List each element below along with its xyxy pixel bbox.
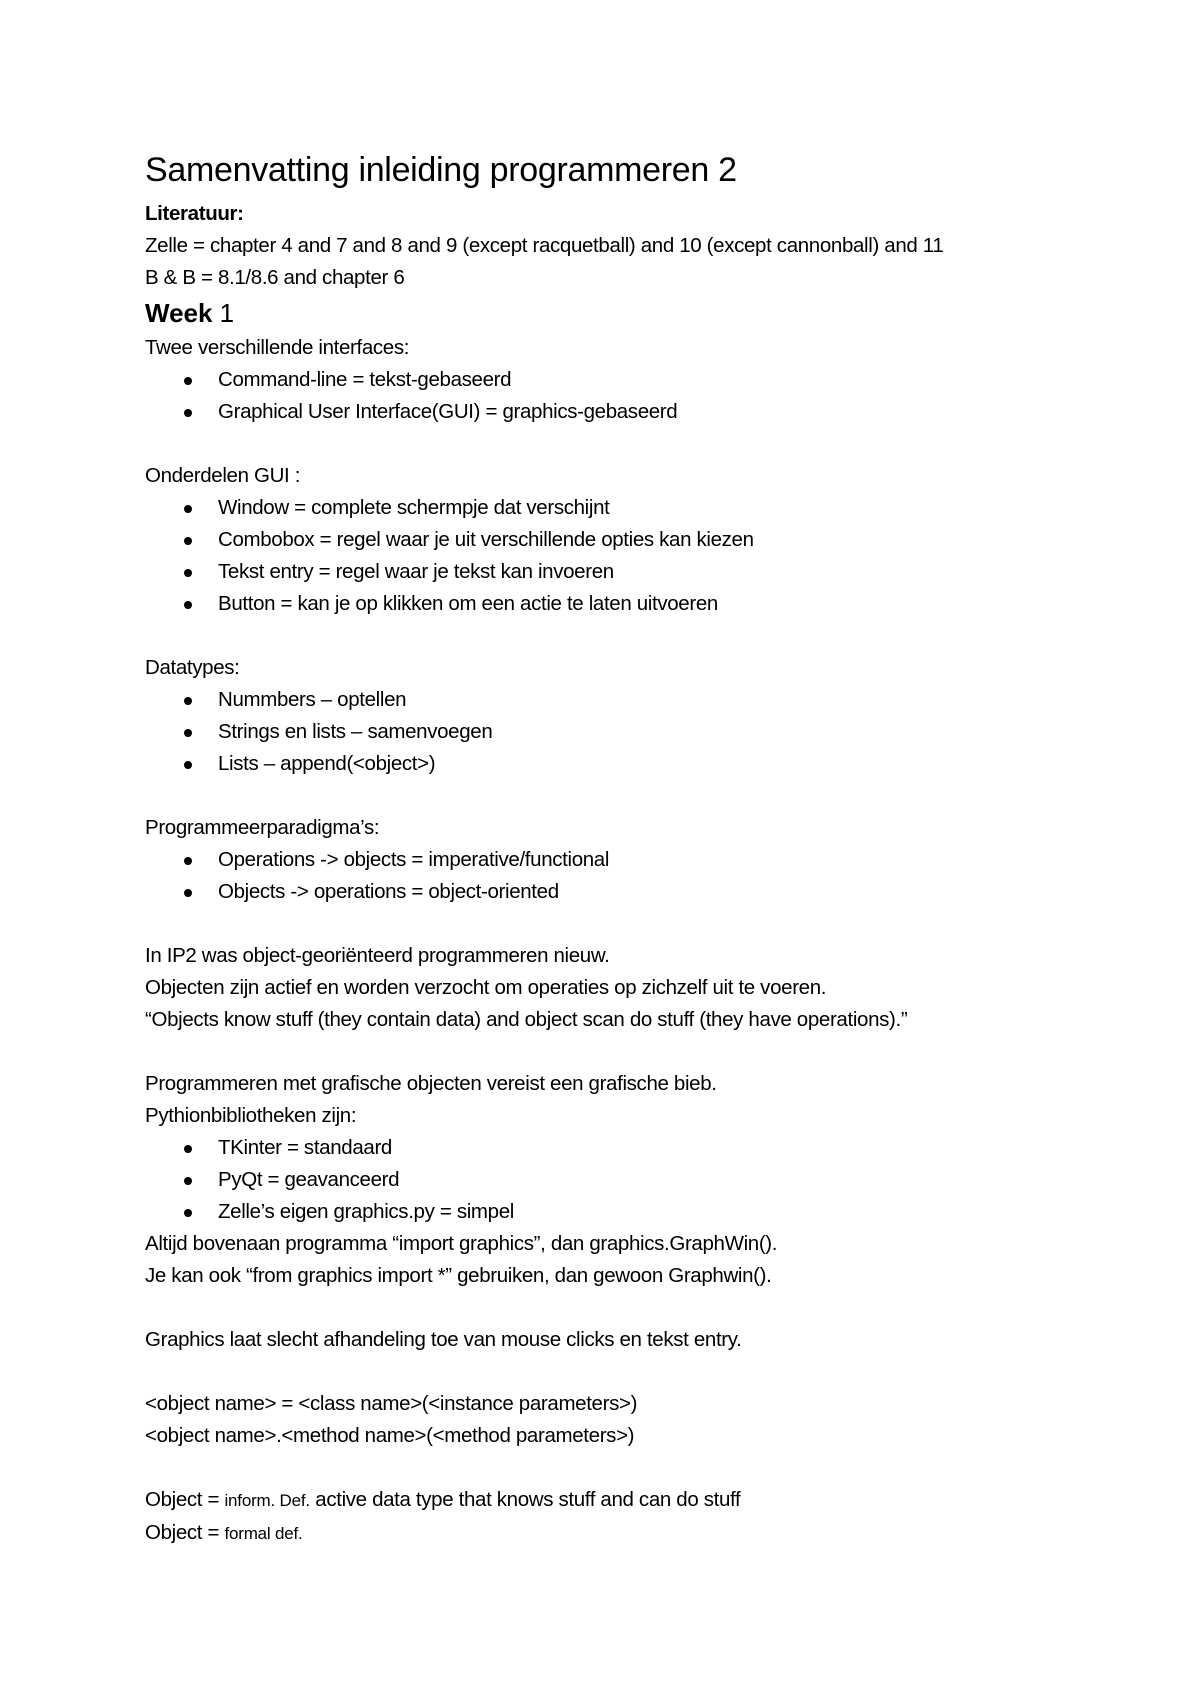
bullet-icon: [184, 889, 192, 897]
paradigms-list: [145, 844, 1155, 908]
list-item: PyQt = geavanceerd: [145, 1164, 1155, 1196]
bullet-icon: [184, 601, 192, 609]
object-definition-formal: Object = formal def.: [145, 1521, 303, 1544]
paragraph-line: Altijd bovenaan programma “import graphics”, dan graphics.GraphWin().: [145, 1232, 778, 1255]
list-item: Nummbers – optellen: [145, 684, 1155, 716]
list-item: Objects -> operations = object-oriented: [145, 876, 1155, 908]
literatuur-line: B & B = 8.1/8.6 and chapter 6: [145, 266, 405, 289]
gui-parts-list: [145, 492, 1155, 620]
bullet-icon: [184, 409, 192, 417]
week-heading: [145, 296, 1155, 330]
paradigms-intro: Programmeerparadigma’s:: [145, 816, 380, 839]
object-definition-informal: Object = inform. Def. active data type that knows stuff and can do stuff: [145, 1488, 741, 1511]
libraries-intro: Pythionbibliotheken zijn:: [145, 1104, 357, 1127]
paragraph-line: In IP2 was object-georiënteerd programmeren nieuw.: [145, 944, 610, 967]
bullet-icon: [184, 1209, 192, 1217]
bullet-icon: [184, 505, 192, 513]
list-item: Graphical User Interface(GUI) = graphics-gebaseerd: [145, 396, 1155, 428]
blank-line: [145, 1036, 1155, 1068]
bullet-icon: [184, 761, 192, 769]
list-item: Operations -> objects = imperative/functional: [145, 844, 1155, 876]
bullet-icon: [184, 697, 192, 705]
bullet-icon: [184, 729, 192, 737]
blank-line: [145, 1292, 1155, 1324]
paragraph-line: Graphics laat slecht afhandeling toe van mouse clicks en tekst entry.: [145, 1328, 742, 1351]
literatuur-line: Zelle = chapter 4 and 7 and 8 and 9 (except racquetball) and 10 (except cannonball) and 11: [145, 234, 944, 257]
document-page: [145, 148, 1155, 1550]
syntax-line: <object name>.<method name>(<method parameters>): [145, 1424, 635, 1447]
list-item: Command-line = tekst-gebaseerd: [145, 364, 1155, 396]
libraries-list: [145, 1132, 1155, 1228]
list-item: Window = complete schermpje dat verschijnt: [145, 492, 1155, 524]
paragraph-line: Programmeren met grafische objecten vereist een grafische bieb.: [145, 1072, 717, 1095]
bullet-icon: [184, 1177, 192, 1185]
paragraph-line: Objecten zijn actief en worden verzocht om operaties op zichzelf uit te voeren.: [145, 976, 827, 999]
list-item: Zelle’s eigen graphics.py = simpel: [145, 1196, 1155, 1228]
blank-line: [145, 1452, 1155, 1484]
interfaces-intro: Twee verschillende interfaces:: [145, 336, 410, 359]
bullet-icon: [184, 569, 192, 577]
bullet-icon: [184, 1145, 192, 1153]
blank-line: [145, 780, 1155, 812]
list-item: Lists – append(<object>): [145, 748, 1155, 780]
blank-line: [145, 908, 1155, 940]
list-item: TKinter = standaard: [145, 1132, 1155, 1164]
bullet-icon: [184, 537, 192, 545]
datatypes-intro: Datatypes:: [145, 656, 240, 679]
week-heading-number: 1: [212, 298, 235, 328]
interfaces-list: [145, 364, 1155, 428]
gui-parts-intro: Onderdelen GUI :: [145, 464, 301, 487]
paragraph-line: Je kan ook “from graphics import *” gebruiken, dan gewoon Graphwin().: [145, 1264, 772, 1287]
bullet-icon: [184, 857, 192, 865]
list-item: Tekst entry = regel waar je tekst kan invoeren: [145, 556, 1155, 588]
list-item: Combobox = regel waar je uit verschillende opties kan kiezen: [145, 524, 1155, 556]
datatypes-list: [145, 684, 1155, 780]
bullet-icon: [184, 377, 192, 385]
list-item: Button = kan je op klikken om een actie te laten uitvoeren: [145, 588, 1155, 620]
quote-line: “Objects know stuff (they contain data) and object scan do stuff (they have operations).”: [145, 1008, 908, 1031]
syntax-line: <object name> = <class name>(<instance parameters>): [145, 1392, 638, 1415]
document-title: Samenvatting inleiding programmeren 2: [145, 151, 737, 189]
blank-line: [145, 620, 1155, 652]
week-heading-label: Week: [145, 298, 213, 328]
literatuur-heading: Literatuur:: [145, 202, 244, 225]
blank-line: [145, 1356, 1155, 1388]
blank-line: [145, 428, 1155, 460]
list-item: Strings en lists – samenvoegen: [145, 716, 1155, 748]
